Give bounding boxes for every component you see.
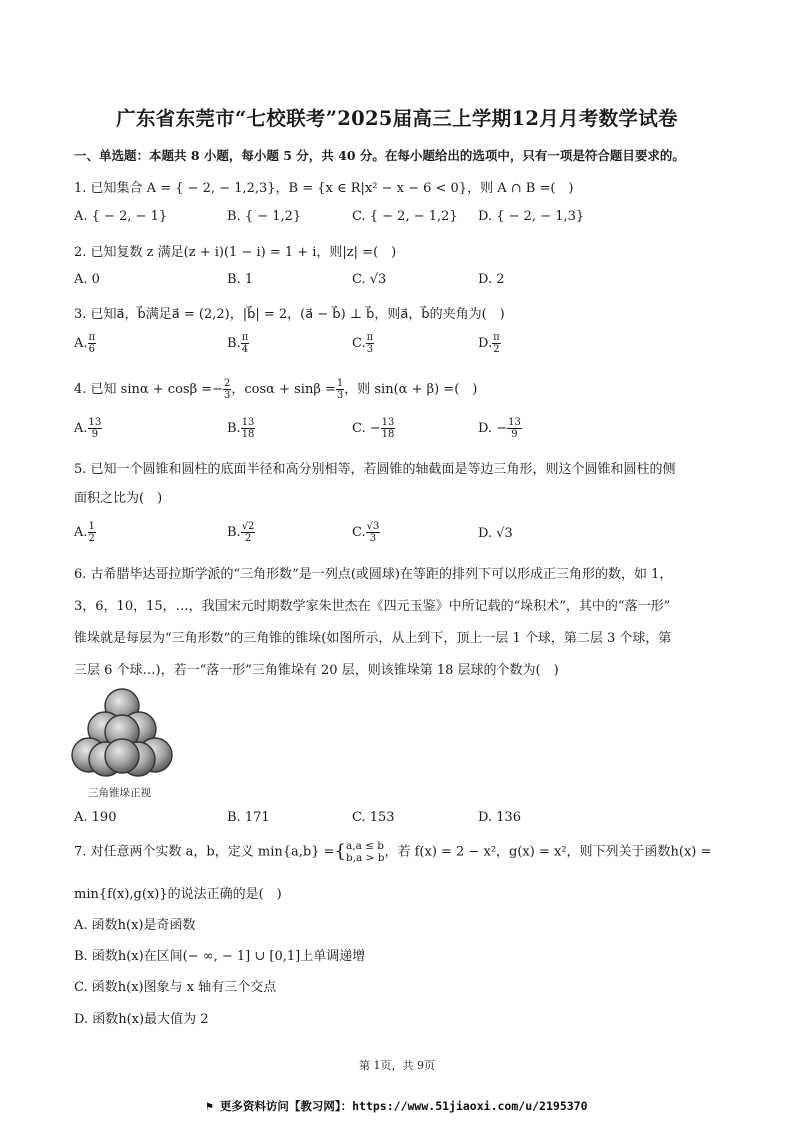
page-title: 广东省东莞市“七校联考”2025届高三上学期12月月考数学试卷 <box>116 107 678 130</box>
q3-option-d <box>478 332 501 355</box>
fraction-numerator: π <box>241 332 249 343</box>
q7-option-d: D. 函数h(x)最大值为 2 <box>74 1012 209 1027</box>
question-4-stem <box>74 378 477 401</box>
question-7-line-2: min{f(x),g(x)}的说法正确的是( ) <box>74 887 282 902</box>
fraction-denominator: 18 <box>381 429 395 440</box>
stem-part: ，则 sin(α + β) =( ) <box>344 382 478 397</box>
fraction-denominator: 3 <box>224 390 231 401</box>
fraction-numerator: π <box>366 332 374 343</box>
fraction-numerator: √3 <box>366 521 380 532</box>
option-label: C. − <box>352 421 381 436</box>
question-6-line-2: 3，6，10，15，…，我国宋元时期数学家朱世杰在《四元玉鉴》中所记载的“垛积术”，其中的“落一形” <box>74 599 671 614</box>
q4-option-b <box>227 417 255 440</box>
fraction <box>88 521 96 544</box>
fraction-numerator: 1 <box>88 521 95 532</box>
q1-option-b: B. { − 1,2} <box>227 209 302 224</box>
fraction <box>336 378 344 401</box>
option-label: B. <box>227 421 241 436</box>
fraction-numerator: 13 <box>241 417 255 428</box>
fraction-denominator: 6 <box>88 344 95 355</box>
q5-option-c <box>352 521 380 544</box>
q1-option-a: A. { − 2, − 1} <box>74 209 168 224</box>
option-label: A. <box>74 336 88 351</box>
fraction-numerator: π <box>88 332 96 343</box>
piecewise-cases <box>346 840 385 864</box>
footer-link[interactable] <box>206 1098 588 1114</box>
q6-option-a: A. 190 <box>74 810 117 825</box>
fraction-numerator: 13 <box>381 417 395 428</box>
fraction-numerator: 2 <box>224 378 231 389</box>
footer-link-text: 更多资料访问【教习网】：https://www.51jiaoxi.com/u/2195370 <box>219 1099 588 1113</box>
fraction <box>88 332 97 355</box>
q7-option-a: A. 函数h(x)是奇函数 <box>74 918 196 933</box>
q4-option-a <box>74 417 102 440</box>
q3-option-a <box>74 332 96 355</box>
q7-option-c: C. 函数h(x)图象与 x 轴有三个交点 <box>74 980 277 995</box>
sphere-pyramid-figure <box>70 684 180 782</box>
fraction-numerator: √2 <box>241 521 255 532</box>
option-label: B. <box>227 525 241 540</box>
fraction-denominator: 3 <box>336 390 344 401</box>
option-label: D. <box>478 336 493 351</box>
brace: { <box>334 841 346 862</box>
stem-part: 4. 已知 sinα + cosβ =− <box>74 382 224 397</box>
fraction-numerator: 13 <box>508 417 521 428</box>
q3-option-c <box>352 332 374 355</box>
fraction-numerator: 1 <box>336 378 344 389</box>
fraction <box>366 332 375 355</box>
q2-option-c: C. √3 <box>352 272 387 287</box>
page-number: 第 1页，共 9页 <box>359 1059 435 1072</box>
fraction-denominator: 9 <box>91 429 99 440</box>
option-label: C. <box>352 336 366 351</box>
fraction <box>366 521 381 544</box>
fraction <box>241 521 256 544</box>
question-2-stem: 2. 已知复数 z 满足(z + i)(1 − i) = 1 + i，则|z| =( ) <box>74 245 397 260</box>
sphere <box>105 739 139 773</box>
q6-option-d: D. 136 <box>478 810 522 825</box>
case-1: a,a ≤ b <box>345 840 385 852</box>
question-6-line-3: 锥垛就是每层为“三角形数”的三角锥的锥垛(如图所示，从上到下，顶上一层 1 个球，第二层 3 个球，第 <box>74 631 672 646</box>
q1-option-c: C. { − 2, − 1,2} <box>352 209 458 224</box>
fraction <box>241 417 256 440</box>
stem-part: 7. 对任意两个实数 a，b，定义 min{a,b} = <box>74 844 335 860</box>
q6-option-b: B. 171 <box>227 810 270 825</box>
fraction-denominator: 3 <box>369 533 377 544</box>
fraction-denominator: 18 <box>241 429 255 440</box>
question-6-line-1: 6. 古希腊毕达哥拉斯学派的“三角形数”是一列点(或圆球)在等距的排列下可以形成正三角形的数，如 1， <box>74 567 673 582</box>
q4-option-c <box>352 417 395 440</box>
stem-part: ，若 f(x) = 2 − x²，g(x) = x²，则下列关于函数h(x) = <box>384 844 712 860</box>
question-5-line-2: 面积之比为( ) <box>74 491 163 506</box>
fraction-numerator: 13 <box>88 417 102 428</box>
fraction <box>492 332 501 355</box>
fraction <box>381 417 396 440</box>
option-label: C. <box>352 525 366 540</box>
stem-part: ，cosα + sinβ = <box>231 382 336 397</box>
question-6-line-4: 三层 6 个球…)，若一“落一形”三角锥垛有 20 层，则该锥垛第 18 层球的个数为( ) <box>74 663 559 678</box>
figure-caption: 三角锥垛正视 <box>88 787 151 799</box>
flag-icon: ⚑ <box>206 1099 220 1113</box>
fraction-denominator: 2 <box>88 533 95 544</box>
fraction-denominator: 4 <box>241 344 249 355</box>
fraction <box>507 417 522 440</box>
q2-option-d: D. 2 <box>478 272 505 287</box>
question-3-stem: 3. 已知a⃗，b⃗满足a⃗ = (2,2)，|b⃗| = 2，(a⃗ − b⃗) ⊥ b⃗，则a⃗，b⃗的夹角为( ) <box>74 307 505 322</box>
option-label: B. <box>227 336 241 351</box>
option-label: D. − <box>478 421 508 436</box>
q3-option-b <box>227 332 249 355</box>
q1-option-d: D. { − 2, − 1,3} <box>478 209 585 224</box>
case-2: b,a > b <box>345 852 385 864</box>
fraction <box>88 417 103 440</box>
q7-option-b: B. 函数h(x)在区间(− ∞, − 1] ∪ [0,1]上单调递增 <box>74 949 366 964</box>
q6-option-c: C. 153 <box>352 810 395 825</box>
fraction-denominator: 2 <box>493 344 500 355</box>
fraction-denominator: 9 <box>511 429 518 440</box>
fraction-numerator: π <box>493 332 500 343</box>
section-heading: 一、单选题：本题共 8 小题，每小题 5 分，共 40 分。在每小题给出的选项中，只有一项是符合题目要求的。 <box>74 148 685 163</box>
q5-option-b <box>227 521 255 544</box>
option-label: A. <box>74 421 88 436</box>
fraction-denominator: 3 <box>366 344 374 355</box>
question-5-line-1: 5. 已知一个圆锥和圆柱的底面半径和高分别相等，若圆锥的轴截面是等边三角形，则这个圆锥和圆柱的侧 <box>74 462 676 477</box>
q2-option-b: B. 1 <box>227 272 254 287</box>
question-1-stem: 1. 已知集合 A = { − 2, − 1,2,3}，B = {x ∈ R|x² − x − 6 < 0}，则 A ∩ B =( ) <box>74 181 574 196</box>
q4-option-d <box>478 417 522 440</box>
q5-option-a <box>74 521 96 544</box>
fraction-denominator: 2 <box>244 533 252 544</box>
option-label: A. <box>74 525 88 540</box>
q5-option-d: D. √3 <box>478 526 513 541</box>
fraction <box>241 332 250 355</box>
question-7-line-1 <box>74 840 711 864</box>
q2-option-a: A. 0 <box>74 272 100 287</box>
